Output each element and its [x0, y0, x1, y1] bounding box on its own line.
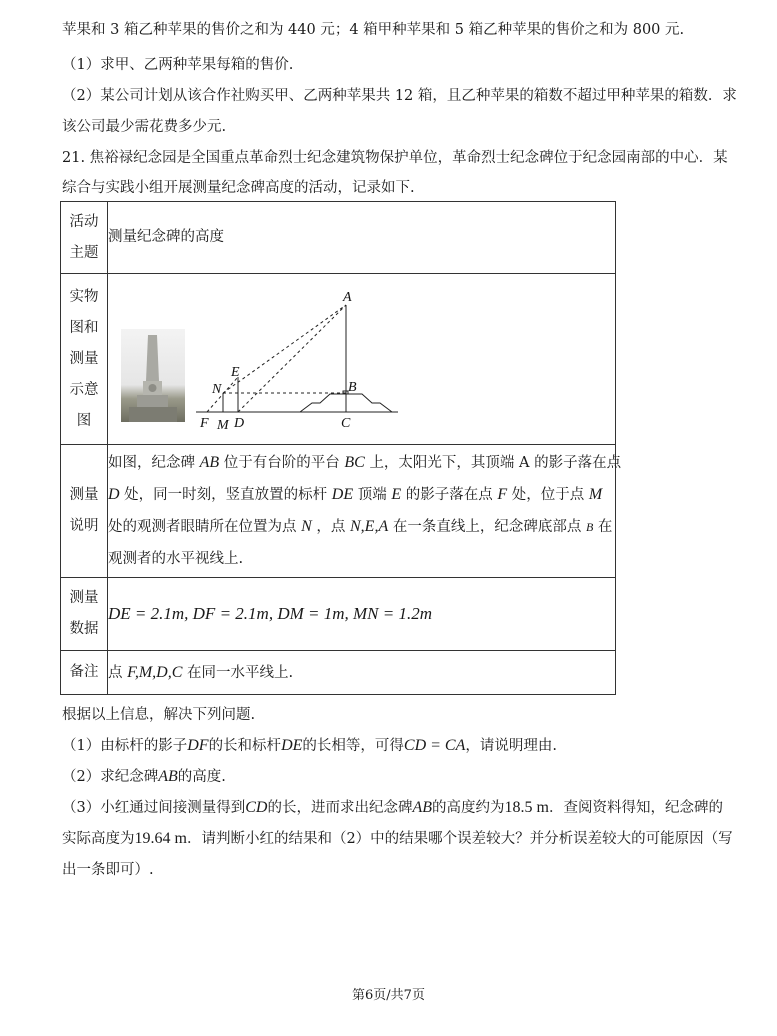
- row-header: 备注: [61, 651, 108, 695]
- header-line: 活动: [69, 213, 99, 230]
- math: AB: [412, 799, 433, 816]
- text: 的长相等，可得: [302, 738, 404, 754]
- text: 顶端: [357, 487, 387, 503]
- header-line: 示意: [69, 381, 99, 398]
- text: （2）求纪念碑: [62, 769, 159, 785]
- header-line: 测量: [69, 350, 99, 367]
- sub-question-2: [62, 767, 226, 787]
- remark: [108, 651, 616, 695]
- table-row: [61, 202, 616, 274]
- text: 在: [597, 519, 613, 535]
- value: 19.64 m: [134, 830, 187, 847]
- label-m: M: [217, 418, 229, 433]
- sub-question-1: [62, 736, 557, 756]
- text-line: 综合与实践小组开展测量纪念碑高度的活动，记录如下.: [62, 180, 415, 196]
- math: DE: [331, 486, 354, 503]
- row-header: [61, 445, 108, 578]
- problem-21-intro: 21. 焦裕禄纪念园是全国重点革命烈士纪念建筑物保护单位，革命烈士纪念碑位于纪念园南部的中心．某: [62, 150, 728, 166]
- text: 处的观测者眼睛所在位置为点: [108, 519, 297, 535]
- text: 的高度约为: [432, 800, 505, 816]
- text-line: 该公司最少需花费多少元.: [62, 119, 227, 135]
- header-line: 数据: [69, 621, 99, 637]
- header-line: 图: [76, 412, 92, 429]
- text: 观测者的水平视线上.: [108, 551, 244, 567]
- record-table: [60, 201, 622, 695]
- math: DE: [281, 737, 303, 754]
- label-a: A: [343, 290, 352, 305]
- question-1: （1）求甲、乙两种苹果每箱的售价.: [62, 57, 294, 73]
- text: 实际高度为: [62, 831, 135, 847]
- math: DF: [187, 737, 209, 754]
- sub-question-3: [62, 798, 723, 818]
- text: 的长，进而求出纪念碑: [267, 800, 413, 816]
- header-line: 实物: [69, 288, 99, 305]
- page-footer: 第6页/共7页: [352, 988, 425, 1003]
- text: 处，位于点: [511, 487, 585, 503]
- label-d: D: [234, 416, 245, 431]
- math: AB: [199, 454, 220, 471]
- row-header: [61, 274, 108, 445]
- text: 的高度.: [177, 769, 226, 785]
- math: M: [588, 486, 603, 503]
- text: 上，太阳光下，其顶端 A 的影子落在点: [369, 455, 622, 471]
- label-e: E: [231, 365, 240, 380]
- text: （3）小红通过间接测量得到: [62, 800, 246, 816]
- text-line: [62, 829, 733, 849]
- math: CD = CA: [403, 737, 466, 754]
- question-2: （2）某公司计划从该合作社购买甲、乙两种苹果共 12 箱，且乙种苹果的箱数不超过甲种苹果的箱数．求: [62, 88, 737, 104]
- math: N,E,A: [350, 518, 389, 535]
- header-line: 测量: [69, 487, 99, 503]
- measurement-description: [108, 445, 622, 578]
- text-line: 出一条即可）.: [62, 862, 154, 878]
- monument-photo: [121, 329, 185, 422]
- geometry-diagram: [190, 285, 410, 435]
- label-n: N: [212, 382, 222, 397]
- table-row: [61, 445, 616, 578]
- math: B: [585, 520, 594, 534]
- math: F,M,D,C: [127, 663, 183, 681]
- math: DE = 2.1m, DF = 2.1m, DM = 1m, MN = 1.2m: [108, 603, 433, 623]
- text: ，请说明理由.: [465, 738, 557, 754]
- text: 位于有台阶的平台: [223, 455, 340, 471]
- text: 的影子落在点: [405, 487, 493, 503]
- text: （1）由标杆的影子: [62, 738, 188, 754]
- math: CD: [245, 799, 268, 816]
- header-line: 主题: [69, 244, 99, 261]
- table-row: [61, 578, 616, 651]
- math: D: [108, 486, 120, 503]
- math: F: [497, 486, 508, 503]
- math: AB: [158, 768, 178, 785]
- label-b: B: [348, 380, 357, 395]
- sight-line-na: [223, 305, 346, 393]
- text: 的长和标杆: [208, 738, 282, 754]
- label-f: F: [200, 416, 209, 431]
- math: BC: [344, 454, 365, 471]
- activity-theme: 测量纪念碑的高度: [108, 202, 616, 274]
- text: 处，同一时刻，竖直放置的标杆: [124, 487, 328, 503]
- shadow-ray-da: [238, 305, 346, 412]
- label-c: C: [341, 416, 351, 431]
- row-header: [61, 202, 108, 274]
- text: ．查阅资料得知，纪念碑的: [548, 800, 723, 816]
- text: 在一条直线上，纪念碑底部点: [392, 519, 582, 535]
- text: 如图，纪念碑: [108, 455, 195, 471]
- measurement-data: [108, 578, 616, 651]
- math: E: [391, 486, 402, 503]
- monument-photo-drawing: [121, 329, 185, 422]
- math: N: [301, 518, 312, 535]
- text-line: 苹果和 3 箱乙种苹果的售价之和为 440 元；4 箱甲种苹果和 5 箱乙种苹果的售价之和为 800 元.: [62, 22, 685, 38]
- header-line: 图和: [69, 319, 99, 336]
- text: ，点: [316, 519, 346, 535]
- text: 点: [108, 664, 123, 681]
- row-header: [61, 578, 108, 651]
- text: 在同一水平线上.: [186, 664, 294, 681]
- header-line: 说明: [69, 518, 99, 534]
- header-line: 测量: [69, 590, 99, 606]
- value: 18.5 m: [504, 799, 549, 816]
- text: ．请判断小红的结果和（2）中的结果哪个误差较大？并分析误差较大的可能原因（写: [186, 831, 733, 847]
- lead-text: 根据以上信息，解决下列问题.: [62, 707, 256, 723]
- table-row: [61, 651, 616, 695]
